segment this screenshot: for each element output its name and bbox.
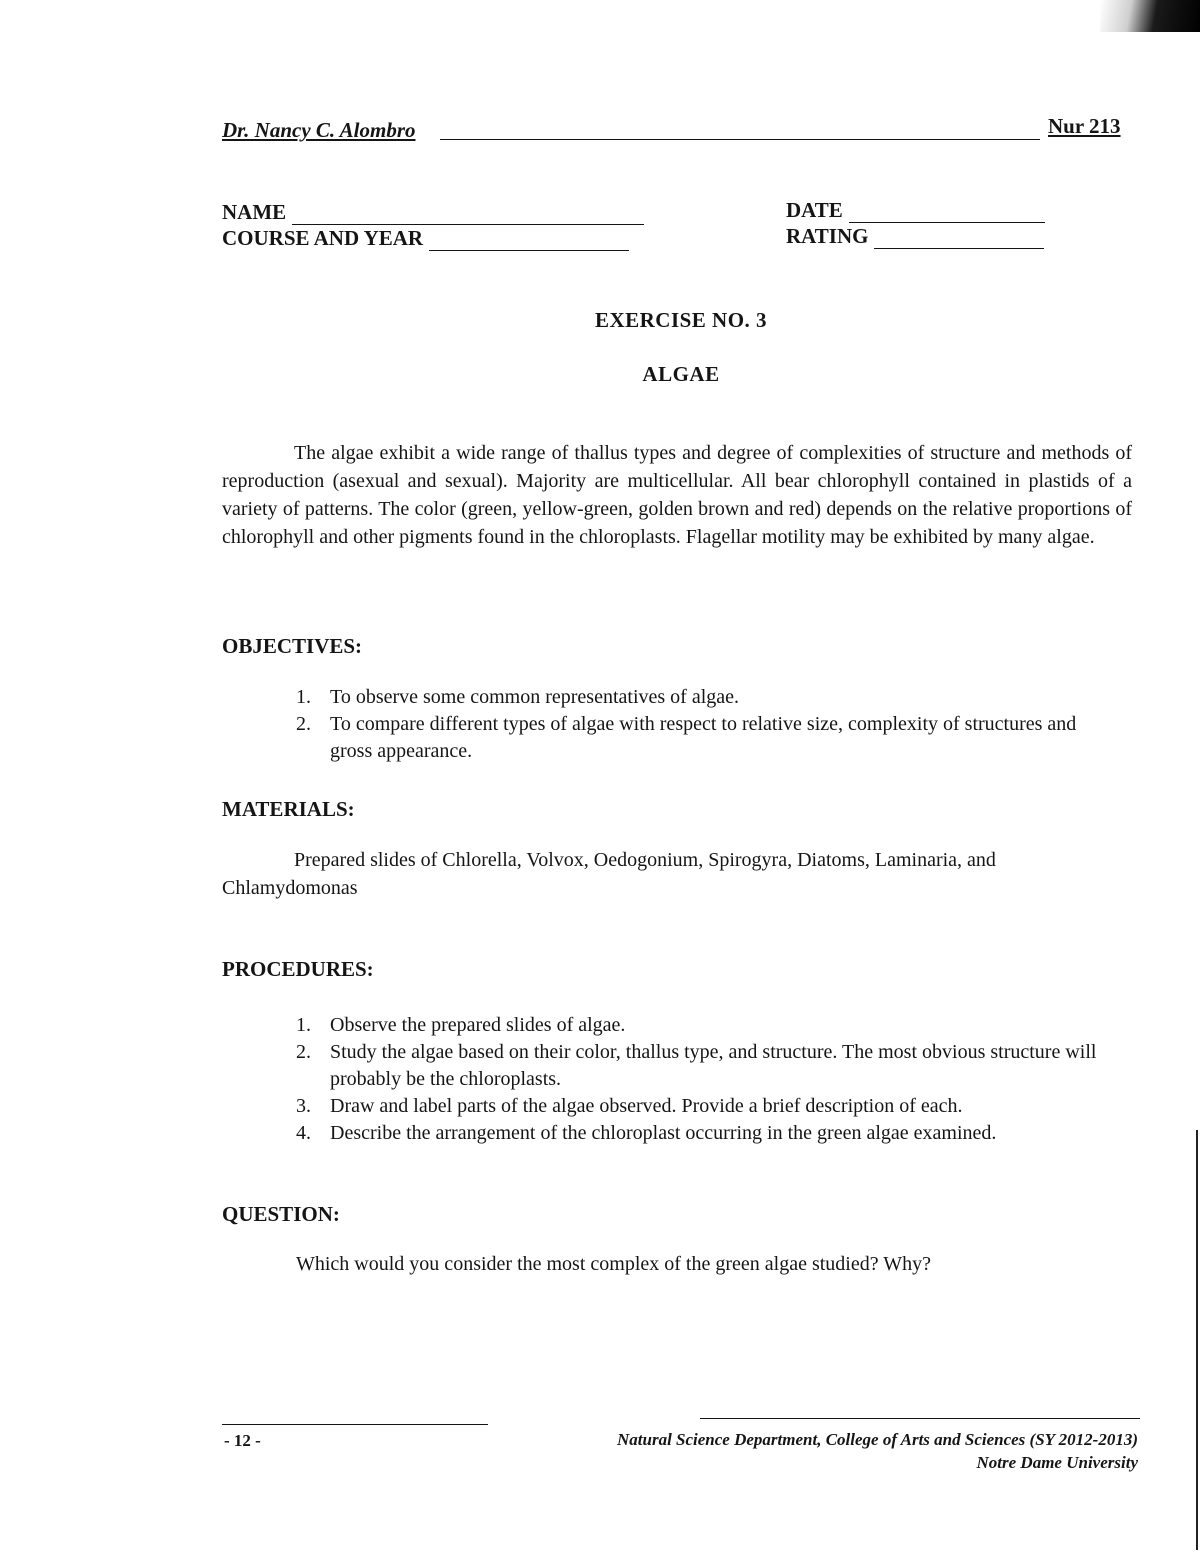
exercise-title: ALGAE [642, 362, 720, 386]
header-author: Dr. Nancy C. Alombro [222, 118, 416, 142]
course-year-label: COURSE AND YEAR [222, 226, 424, 250]
footer-department-line: Natural Science Department, College of Arts and Sciences (SY 2012-2013) [617, 1430, 1138, 1449]
objectives-list [296, 684, 1096, 765]
date-label: DATE [786, 198, 843, 222]
scan-edge-mark [1196, 1130, 1198, 1550]
footer-department [617, 1428, 1138, 1474]
footer-university-line: Notre Dame University [976, 1453, 1138, 1472]
list-number: 4. [296, 1122, 311, 1144]
course-year-blank[interactable] [429, 232, 629, 251]
list-number: 2. [296, 713, 311, 735]
rating-blank[interactable] [874, 230, 1044, 249]
procedures-heading: PROCEDURES: [222, 957, 374, 981]
exercise-number: EXERCISE NO. 3 [594, 308, 768, 332]
list-item [296, 684, 1096, 711]
list-text: To observe some common representatives of algae. [330, 686, 740, 708]
page-number: - 12 - [224, 1431, 261, 1450]
date-blank[interactable] [849, 204, 1045, 223]
footer-rule-left [222, 1424, 488, 1425]
course-year-field [222, 226, 629, 251]
name-field [222, 200, 644, 225]
list-number: 2. [296, 1041, 311, 1063]
procedures-list [296, 1012, 1126, 1147]
list-number: 1. [296, 1014, 311, 1036]
date-field [786, 198, 1045, 223]
question-text: Which would you consider the most complex of the green algae studied? Why? [296, 1253, 931, 1275]
header-rule [440, 139, 1040, 140]
question-heading: QUESTION: [222, 1202, 340, 1226]
list-item [296, 1093, 1126, 1120]
list-item [296, 1039, 1126, 1093]
materials-text: Prepared slides of Chlorella, Volvox, Oedogonium, Spirogyra, Diatoms, Laminaria, and Chlamydomonas [222, 849, 996, 899]
list-text: Observe the prepared slides of algae. [330, 1014, 626, 1036]
list-text: Describe the arrangement of the chloroplast occurring in the green algae examined. [330, 1122, 997, 1144]
scan-artifact [1100, 0, 1200, 32]
materials-heading: MATERIALS: [222, 797, 355, 821]
header-course-code: Nur 213 [1048, 114, 1121, 138]
list-text: Draw and label parts of the algae observed. Provide a brief description of each. [330, 1095, 963, 1117]
list-item [296, 711, 1096, 765]
objectives-heading: OBJECTIVES: [222, 634, 363, 658]
intro-paragraph: The algae exhibit a wide range of thallus types and degree of complexities of structure and methods of reproduction (asexual and sexual). Majority are multicellular. All bear chlorophyll contained in plastids of a variety of patterns. The color (green, yellow-green, golden brown and red) depends on the relative proportions of chlorophyll and other pigments found in the chloroplasts. Flagellar motility may be exhibited by many algae. [222, 442, 1132, 548]
list-text: Study the algae based on their color, thallus type, and structure. The most obvious structure will probably be the chloroplasts. [330, 1041, 1097, 1090]
name-label: NAME [222, 200, 287, 224]
rating-label: RATING [786, 224, 869, 248]
list-text: To compare different types of algae with respect to relative size, complexity of structures and gross appearance. [330, 713, 1077, 762]
rating-field [786, 224, 1044, 249]
list-number: 3. [296, 1095, 311, 1117]
name-blank[interactable] [292, 206, 644, 225]
list-item [296, 1012, 1126, 1039]
list-number: 1. [296, 686, 311, 708]
footer-rule-right [700, 1418, 1140, 1419]
list-item [296, 1120, 1126, 1147]
